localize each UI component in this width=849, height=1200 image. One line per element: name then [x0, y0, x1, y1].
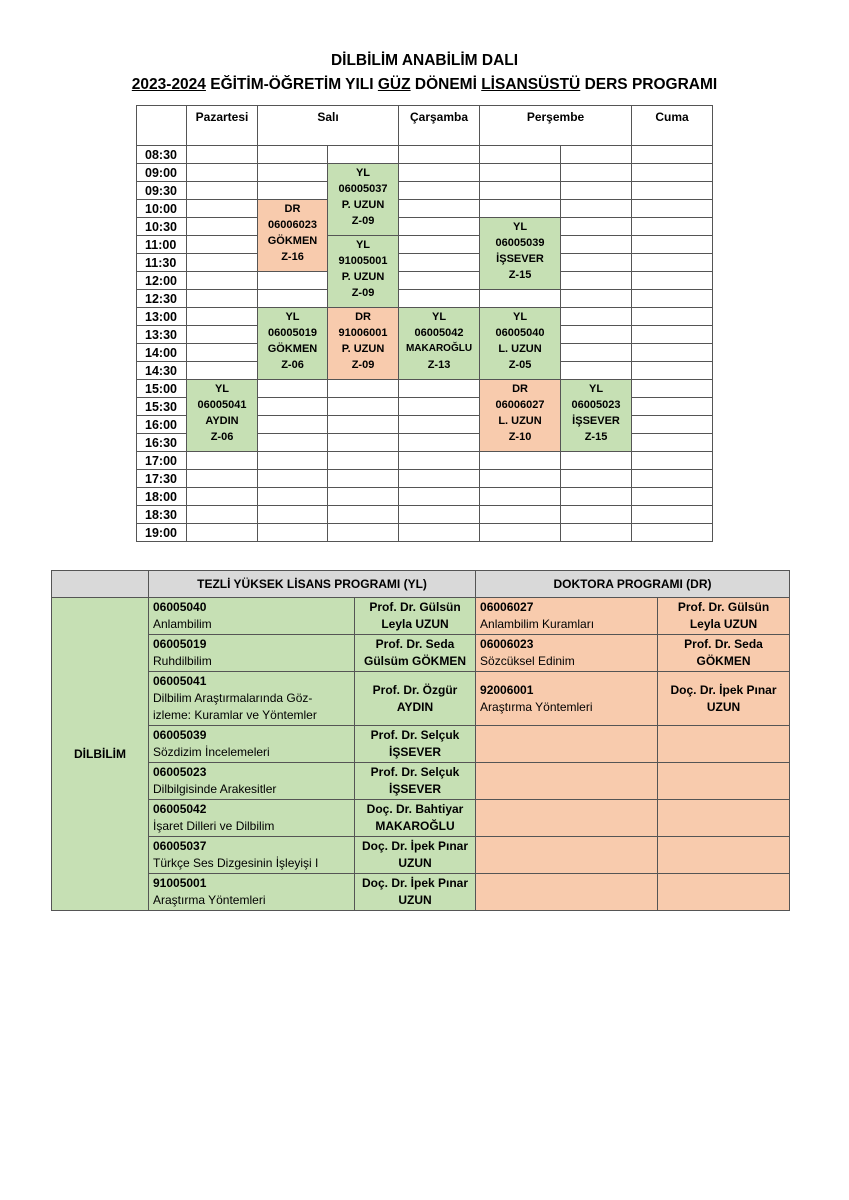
department-title: DİLBİLİM ANABİLİM DALI: [330, 52, 519, 69]
time-cell: 11:00: [137, 236, 187, 254]
time-cell: 13:00: [137, 308, 187, 326]
yl-instructor: Prof. Dr. Selçuk İŞSEVER: [355, 763, 476, 800]
course-row: [52, 837, 790, 874]
class-block: DR 06006023 GÖKMEN Z-16: [258, 200, 328, 272]
schedule-header-row: [137, 106, 713, 146]
yl-program-header: TEZLİ YÜKSEK LİSANS PROGRAMI (YL): [149, 571, 476, 598]
time-row: [137, 308, 713, 326]
time-cell: 17:30: [137, 470, 187, 488]
subtitle-text-1: EĞİTİM-ÖĞRETİM YILI: [205, 76, 378, 93]
course-row: [52, 635, 790, 672]
dr-empty-cell: [658, 874, 790, 911]
yl-course: 06005040 Anlambilim: [149, 598, 355, 635]
time-cell: 13:30: [137, 326, 187, 344]
time-cell: 16:30: [137, 434, 187, 452]
time-row: [137, 200, 713, 218]
course-row: [52, 672, 790, 726]
time-cell: 09:30: [137, 182, 187, 200]
time-row: [137, 218, 713, 236]
class-block: YL 06005039 İŞSEVER Z-15: [480, 218, 561, 290]
semester: GÜZ: [377, 76, 411, 93]
yl-course: 06005041 Dilbilim Araştırmalarında Göz- izleme: Kuramlar ve Yöntemler: [149, 672, 355, 726]
time-row: [137, 164, 713, 182]
yl-instructor: Prof. Dr. Seda Gülsüm GÖKMEN: [355, 635, 476, 672]
course-row: [52, 800, 790, 837]
time-row: [137, 380, 713, 398]
dr-course: 06006027 Anlambilim Kuramları: [476, 598, 658, 635]
time-cell: 14:00: [137, 344, 187, 362]
dr-empty-cell: [658, 800, 790, 837]
day-header-pazartesi: Pazartesi: [187, 106, 258, 146]
time-row: [137, 452, 713, 470]
yl-course: 06005023 Dilbilgisinde Arakesitler: [149, 763, 355, 800]
time-row: [137, 470, 713, 488]
class-block: DR 06006027 L. UZUN Z-10: [480, 380, 561, 452]
class-block: YL 06005037 P. UZUN Z-09: [328, 164, 399, 236]
dr-empty-cell: [476, 837, 658, 874]
dr-empty-cell: [658, 837, 790, 874]
time-cell: 18:30: [137, 506, 187, 524]
course-row: [52, 763, 790, 800]
time-row: [137, 290, 713, 308]
courses-header-row: [52, 571, 790, 598]
time-cell: 10:30: [137, 218, 187, 236]
dr-program-header: DOKTORA PROGRAMI (DR): [476, 571, 790, 598]
class-block: YL 91005001 P. UZUN Z-09: [328, 236, 399, 308]
time-cell: 17:00: [137, 452, 187, 470]
dr-course: 06006023 Sözcüksel Edinim: [476, 635, 658, 672]
academic-year: 2023-2024: [131, 76, 206, 93]
time-cell: 12:30: [137, 290, 187, 308]
dr-empty-cell: [476, 874, 658, 911]
subtitle-text-2: DÖNEMİ: [410, 76, 482, 93]
time-cell: 08:30: [137, 146, 187, 164]
course-row: [52, 874, 790, 911]
yl-instructor: Prof. Dr. Özgür AYDIN: [355, 672, 476, 726]
yl-course: 91005001 Araştırma Yöntemleri: [149, 874, 355, 911]
time-row: [137, 182, 713, 200]
time-row: [137, 524, 713, 542]
class-block: YL 06005042 MAKAROĞLU Z-13: [399, 308, 480, 380]
yl-course: 06005042 İşaret Dilleri ve Dilbilim: [149, 800, 355, 837]
time-cell: 09:00: [137, 164, 187, 182]
time-header: [137, 106, 187, 146]
time-row: [137, 146, 713, 164]
subtitle-text-3: DERS PROGRAMI: [580, 76, 718, 93]
yl-instructor: Doç. Dr. İpek Pınar UZUN: [355, 837, 476, 874]
department-cell: DİLBİLİM: [52, 598, 149, 911]
day-header-cuma: Cuma: [632, 106, 713, 146]
dr-course: 92006001 Araştırma Yöntemleri: [476, 672, 658, 726]
yl-instructor: Prof. Dr. Selçuk İŞSEVER: [355, 726, 476, 763]
class-block: YL 06005023 İŞSEVER Z-15: [561, 380, 632, 452]
class-block: DR 91006001 P. UZUN Z-09: [328, 308, 399, 380]
course-row: [52, 598, 790, 635]
day-header-sali: Salı: [258, 106, 399, 146]
time-cell: 12:00: [137, 272, 187, 290]
yl-instructor: Doç. Dr. Bahtiyar MAKAROĞLU: [355, 800, 476, 837]
yl-instructor: Prof. Dr. Gülsün Leyla UZUN: [355, 598, 476, 635]
day-header-persembe: Perşembe: [480, 106, 632, 146]
dr-instructor: Doç. Dr. İpek Pınar UZUN: [658, 672, 790, 726]
class-block: YL 06005019 GÖKMEN Z-06: [258, 308, 328, 380]
dr-empty-cell: [476, 763, 658, 800]
time-row: [137, 488, 713, 506]
time-cell: 15:00: [137, 380, 187, 398]
class-block: YL 06005041 AYDIN Z-06: [187, 380, 258, 452]
yl-instructor: Doç. Dr. İpek Pınar UZUN: [355, 874, 476, 911]
day-header-carsamba: Çarşamba: [399, 106, 480, 146]
dr-instructor: Prof. Dr. Seda GÖKMEN: [658, 635, 790, 672]
time-cell: 11:30: [137, 254, 187, 272]
dr-empty-cell: [658, 726, 790, 763]
time-cell: 14:30: [137, 362, 187, 380]
courses-table: [51, 570, 790, 911]
dr-instructor: Prof. Dr. Gülsün Leyla UZUN: [658, 598, 790, 635]
dr-empty-cell: [476, 800, 658, 837]
page-subtitle: [0, 76, 849, 94]
yl-course: 06005039 Sözdizim İncelemeleri: [149, 726, 355, 763]
courses-header-empty: [52, 571, 149, 598]
class-block: YL 06005040 L. UZUN Z-05: [480, 308, 561, 380]
time-row: [137, 506, 713, 524]
time-cell: 16:00: [137, 416, 187, 434]
dr-empty-cell: [476, 726, 658, 763]
time-cell: 19:00: [137, 524, 187, 542]
time-cell: 10:00: [137, 200, 187, 218]
time-row: [137, 272, 713, 290]
schedule-table: [136, 105, 713, 542]
program-level: LİSANSÜSTÜ: [481, 76, 581, 93]
yl-course: 06005037 Türkçe Ses Dizgesinin İşleyişi I: [149, 837, 355, 874]
time-cell: 15:30: [137, 398, 187, 416]
time-row: [137, 254, 713, 272]
page-title: [0, 52, 849, 70]
dr-empty-cell: [658, 763, 790, 800]
course-row: [52, 726, 790, 763]
time-row: [137, 236, 713, 254]
yl-course: 06005019 Ruhdilbilim: [149, 635, 355, 672]
time-cell: 18:00: [137, 488, 187, 506]
